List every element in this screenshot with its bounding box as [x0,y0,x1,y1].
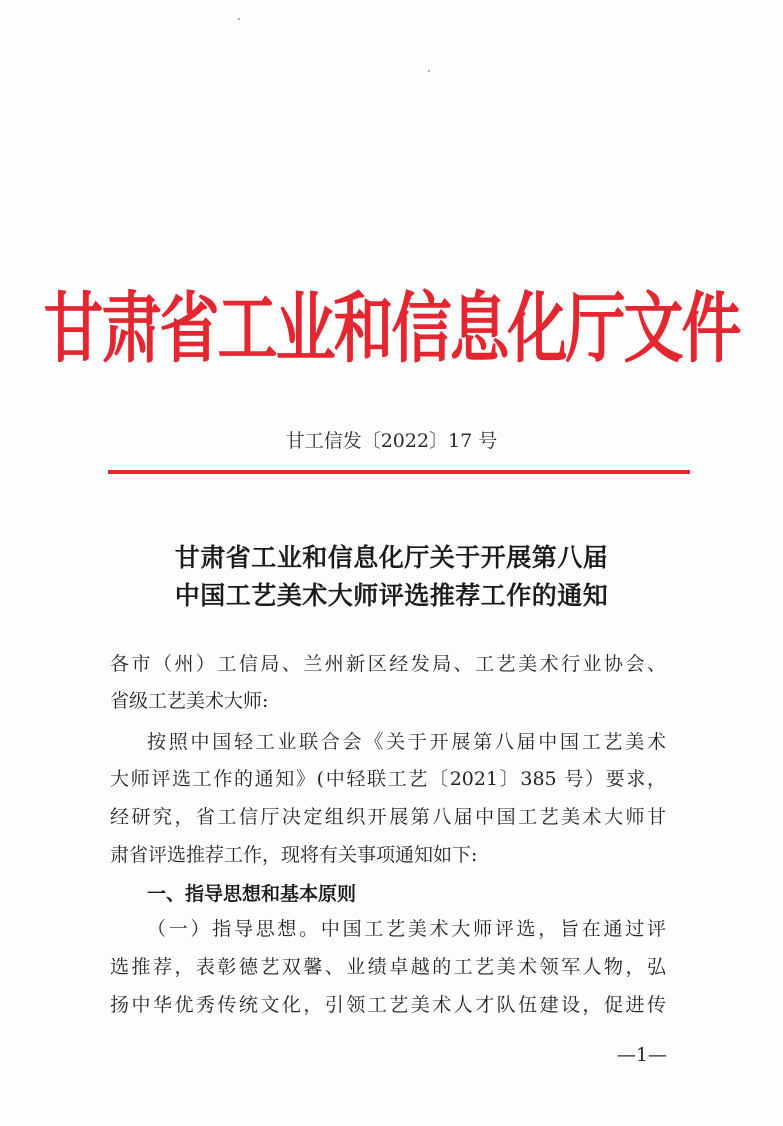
section-1-heading: 一、指导思想和基本原则 [147,883,357,905]
red-separator-line [108,470,690,474]
document-title-line-2: 中国工艺美术大师评选推荐工作的通知 [174,581,609,610]
salutation-line-2: 省级工艺美术大师: [110,690,269,712]
paragraph-1-line-3: 经研究，省工信厅决定组织开展第八届中国工艺美术大师甘 [110,806,666,828]
paragraph-2-line-1: （一）指导思想。中国工艺美术大师评选，旨在通过评 [147,918,666,940]
paragraph-1-line-2: 大师评选工作的通知》(中轻联工艺〔2021〕385 号）要求， [110,768,666,790]
paragraph-2-line-2: 选推荐，表彰德艺双馨、业绩卓越的工艺美术领军人物，弘 [110,956,666,978]
scan-speck [238,18,240,20]
paragraph-1-line-1: 按照中国轻工业联合会《关于开展第八届中国工艺美术 [147,731,666,753]
page-number: —1— [616,1044,667,1066]
document-title-line-1: 甘肃省工业和信息化厅关于开展第八届 [174,543,609,572]
document-masthead: 甘肃省工业和信息化厅文件 [43,284,740,375]
document-number: 甘工信发〔2022〕17 号 [285,430,498,452]
salutation-line-1: 各市（州）工信局、兰州新区经发局、工艺美术行业协会、 [110,653,666,675]
paragraph-1-line-4: 肃省评选推荐工作，现将有关事项通知如下: [110,844,478,866]
paragraph-2-line-3: 扬中华优秀传统文化，引领工艺美术人才队伍建设，促进传 [110,994,666,1016]
scan-speck [428,70,430,72]
